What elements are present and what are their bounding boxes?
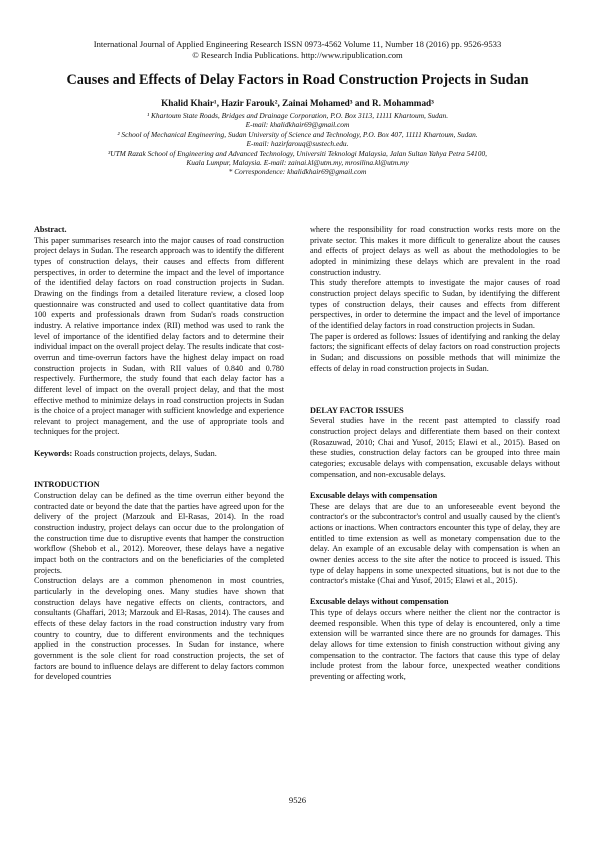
paper-title: Causes and Effects of Delay Factors in Road Construction Projects in Sudan <box>66 72 529 88</box>
affiliations <box>20 111 575 177</box>
keywords <box>34 449 284 460</box>
delay-factor-issues-heading: DELAY FACTOR ISSUES <box>310 405 404 415</box>
introduction-paragraph-3: where the responsibility for road construction works rests more on the private sector. This makes it more difficult to generalize about the causes and effects of project delays as well as about the methodologies to be adopted in minimizing these delays which are prevalent in the road construction industry. <box>310 225 560 277</box>
excusable-without-compensation-paragraph: This type of delays occurs where neither the client nor the contractor is deemed responsible. When this type of delay is encountered, only a time extension will be warranted since there are no grounds for damages. This delay allows for time extension to finish construction without giving any compensation to the contractor. The factors that cause this type of delay include protest from the labour force, unexpected weather conditions preventing or affecting work, <box>310 608 560 682</box>
journal-header <box>40 39 555 61</box>
affiliation-3-email: Kuala Lumpur, Malaysia. E-mail: zainai.kl@utm.my, mrosilina.kl@utm.my <box>186 158 409 168</box>
excusable-without-compensation-heading: Excusable delays without compensation <box>310 597 449 607</box>
author-list: Khalid Khair¹, Hazir Farouk², Zainai Mohamed³ and R. Mohammad³ <box>161 98 434 108</box>
affiliation-2-email: E-mail: hazirfarouq@sustech.edu. <box>246 139 349 149</box>
publisher-line: © Research India Publications. http://www.ripublication.com <box>192 50 403 60</box>
right-column <box>310 225 560 683</box>
page-number: 9526 <box>288 795 307 805</box>
introduction-paragraph-5: The paper is ordered as follows: Issues of identifying and ranking the delay factors; the significant effects of delay factors on road construction projects in Sudan; and discussions on possible methods that will minimize the effects of delay in road construction projects in Sudan. <box>310 331 560 373</box>
left-column <box>34 225 284 683</box>
abstract-heading: Abstract. <box>34 225 67 234</box>
introduction-paragraph-2: Construction delays are a common phenomenon in most countries, particularly in the developing ones. Many studies have shown that construction delays have negative effects on clients, contractors, and consultants (Ghaffari, 2013; Marzouk and El-Rasas, 2014). The causes and effects of these delay factors in the road construction industry vary from country to country, due to different environments and the techniques applied in the construction processes. In Sudan for instance, where government is the sole client for road construction projects, the set of factors are bound to influence delays are different to delay factors common for developed countries <box>34 576 284 682</box>
affiliation-1: ¹ Khartoum State Roads, Bridges and Drainage Corporation, P.O. Box 3113, 11111 Khartoum, Sudan. <box>146 111 449 120</box>
excusable-with-compensation-heading: Excusable delays with compensation <box>310 490 438 500</box>
keywords-label: Keywords: <box>34 448 73 458</box>
affiliation-3: ³UTM Razak School of Engineering and Advanced Technology, Universiti Teknologi Malaysia, Jalan Sultan Yahya Petra 54100, <box>108 148 487 158</box>
affiliation-1-email: E-mail: khalidkhair69@gmail.com <box>245 120 350 130</box>
affiliation-2: ² School of Mechanical Engineering, Sudan University of Science and Technology, P.O. Box 407, 11111 Khartoum, Sudan. <box>117 129 478 139</box>
journal-citation: International Journal of Applied Engineering Research ISSN 0973-4562 Volume 11, Number 18 (2016) pp. 9526-9533 <box>93 39 502 49</box>
excusable-with-compensation-paragraph: These are delays that are due to an unforeseeable event beyond the contractor's or the subcontractor's control and usually caused by the client's actions or inactions. When contractors encounter this type of delay, they are entitled to time extension as well as monetary compensation due to the delay. An example of an excusable delay with compensation is when an owner denies access to the site after the notice to proceed is issued. This type of delay happens in some unexpected situations, but is not due to the contractor's mistake (Chai and Yusof, 2015; Elawi et al., 2015). <box>310 501 560 586</box>
introduction-heading: INTRODUCTION <box>34 480 100 490</box>
introduction-paragraph-4: This study therefore attempts to investigate the major causes of road construction project delays specific to Sudan, by identifying the different types of construction delays, their causes and effects from different perspectives, in order to determine the impact and the level of importance of the identified delay factors in road construction projects in Sudan. <box>310 278 560 330</box>
correspondence: * Correspondence: khalidkhair69@gmail.com <box>228 167 367 177</box>
abstract-text: This paper summarises research into the major causes of road construction project delays in Sudan. The research approach was to identify the different types of construction delays, their causes and effects from different perspectives, in order to determine the impact and the level of importance of the identified delay factors on road construction projects in Sudan. Drawing on the findings from a detailed literature review, a closed loop questionnaire was constructed and used to collect quantitative data from 100 experts and professionals drawn from Sudan's roads construction industry. A relative importance index (RII) method was used to rank the level of importance of the identified delay factors and to determine their individual impact on the overall project delay. The results indicate that cost-overrun and time-overrun factors have the highest delay impact on road construction projects in Sudan, with RII values of 0.840 and 0.780 respectively. Furthermore, the study found that each delay factor has a different level of impact on the overall project delay, and that the most effective method to minimize delays in road construction projects in Sudan is the choice of a project manager with sufficient knowledge and experience relevant to project management, and the use of appropriate tools and techniques for the project. <box>34 235 284 437</box>
keywords-text: Roads construction projects, delays, Sudan. <box>72 448 217 458</box>
delay-factor-issues-paragraph: Several studies have in the recent past attempted to classify road construction project delays and differentiate them based on their context (Rosazuwad, 2010; Chai and Yusof, 2015; Elawi et al., 2015). Based on these studies, construction delay factors can be grouped into three main categories; excusable delays with compensation, excusable delays without compensation, and non-excusable delays. <box>310 416 560 479</box>
introduction-paragraph-1: Construction delay can be defined as the time overrun either beyond the contracted date or beyond the date that the parties have agreed upon for the delivery of the project (Marzouk and El-Rasas, 2014). In the road construction industry, project delays can occur due to the prolongation of the construction time due to disruptive events that hamper the construction workflow (Shebob et al., 2012). Moreover, these delays have a negative impact both on the contractors and on the beneficiaries of the completed projects. <box>34 491 284 575</box>
